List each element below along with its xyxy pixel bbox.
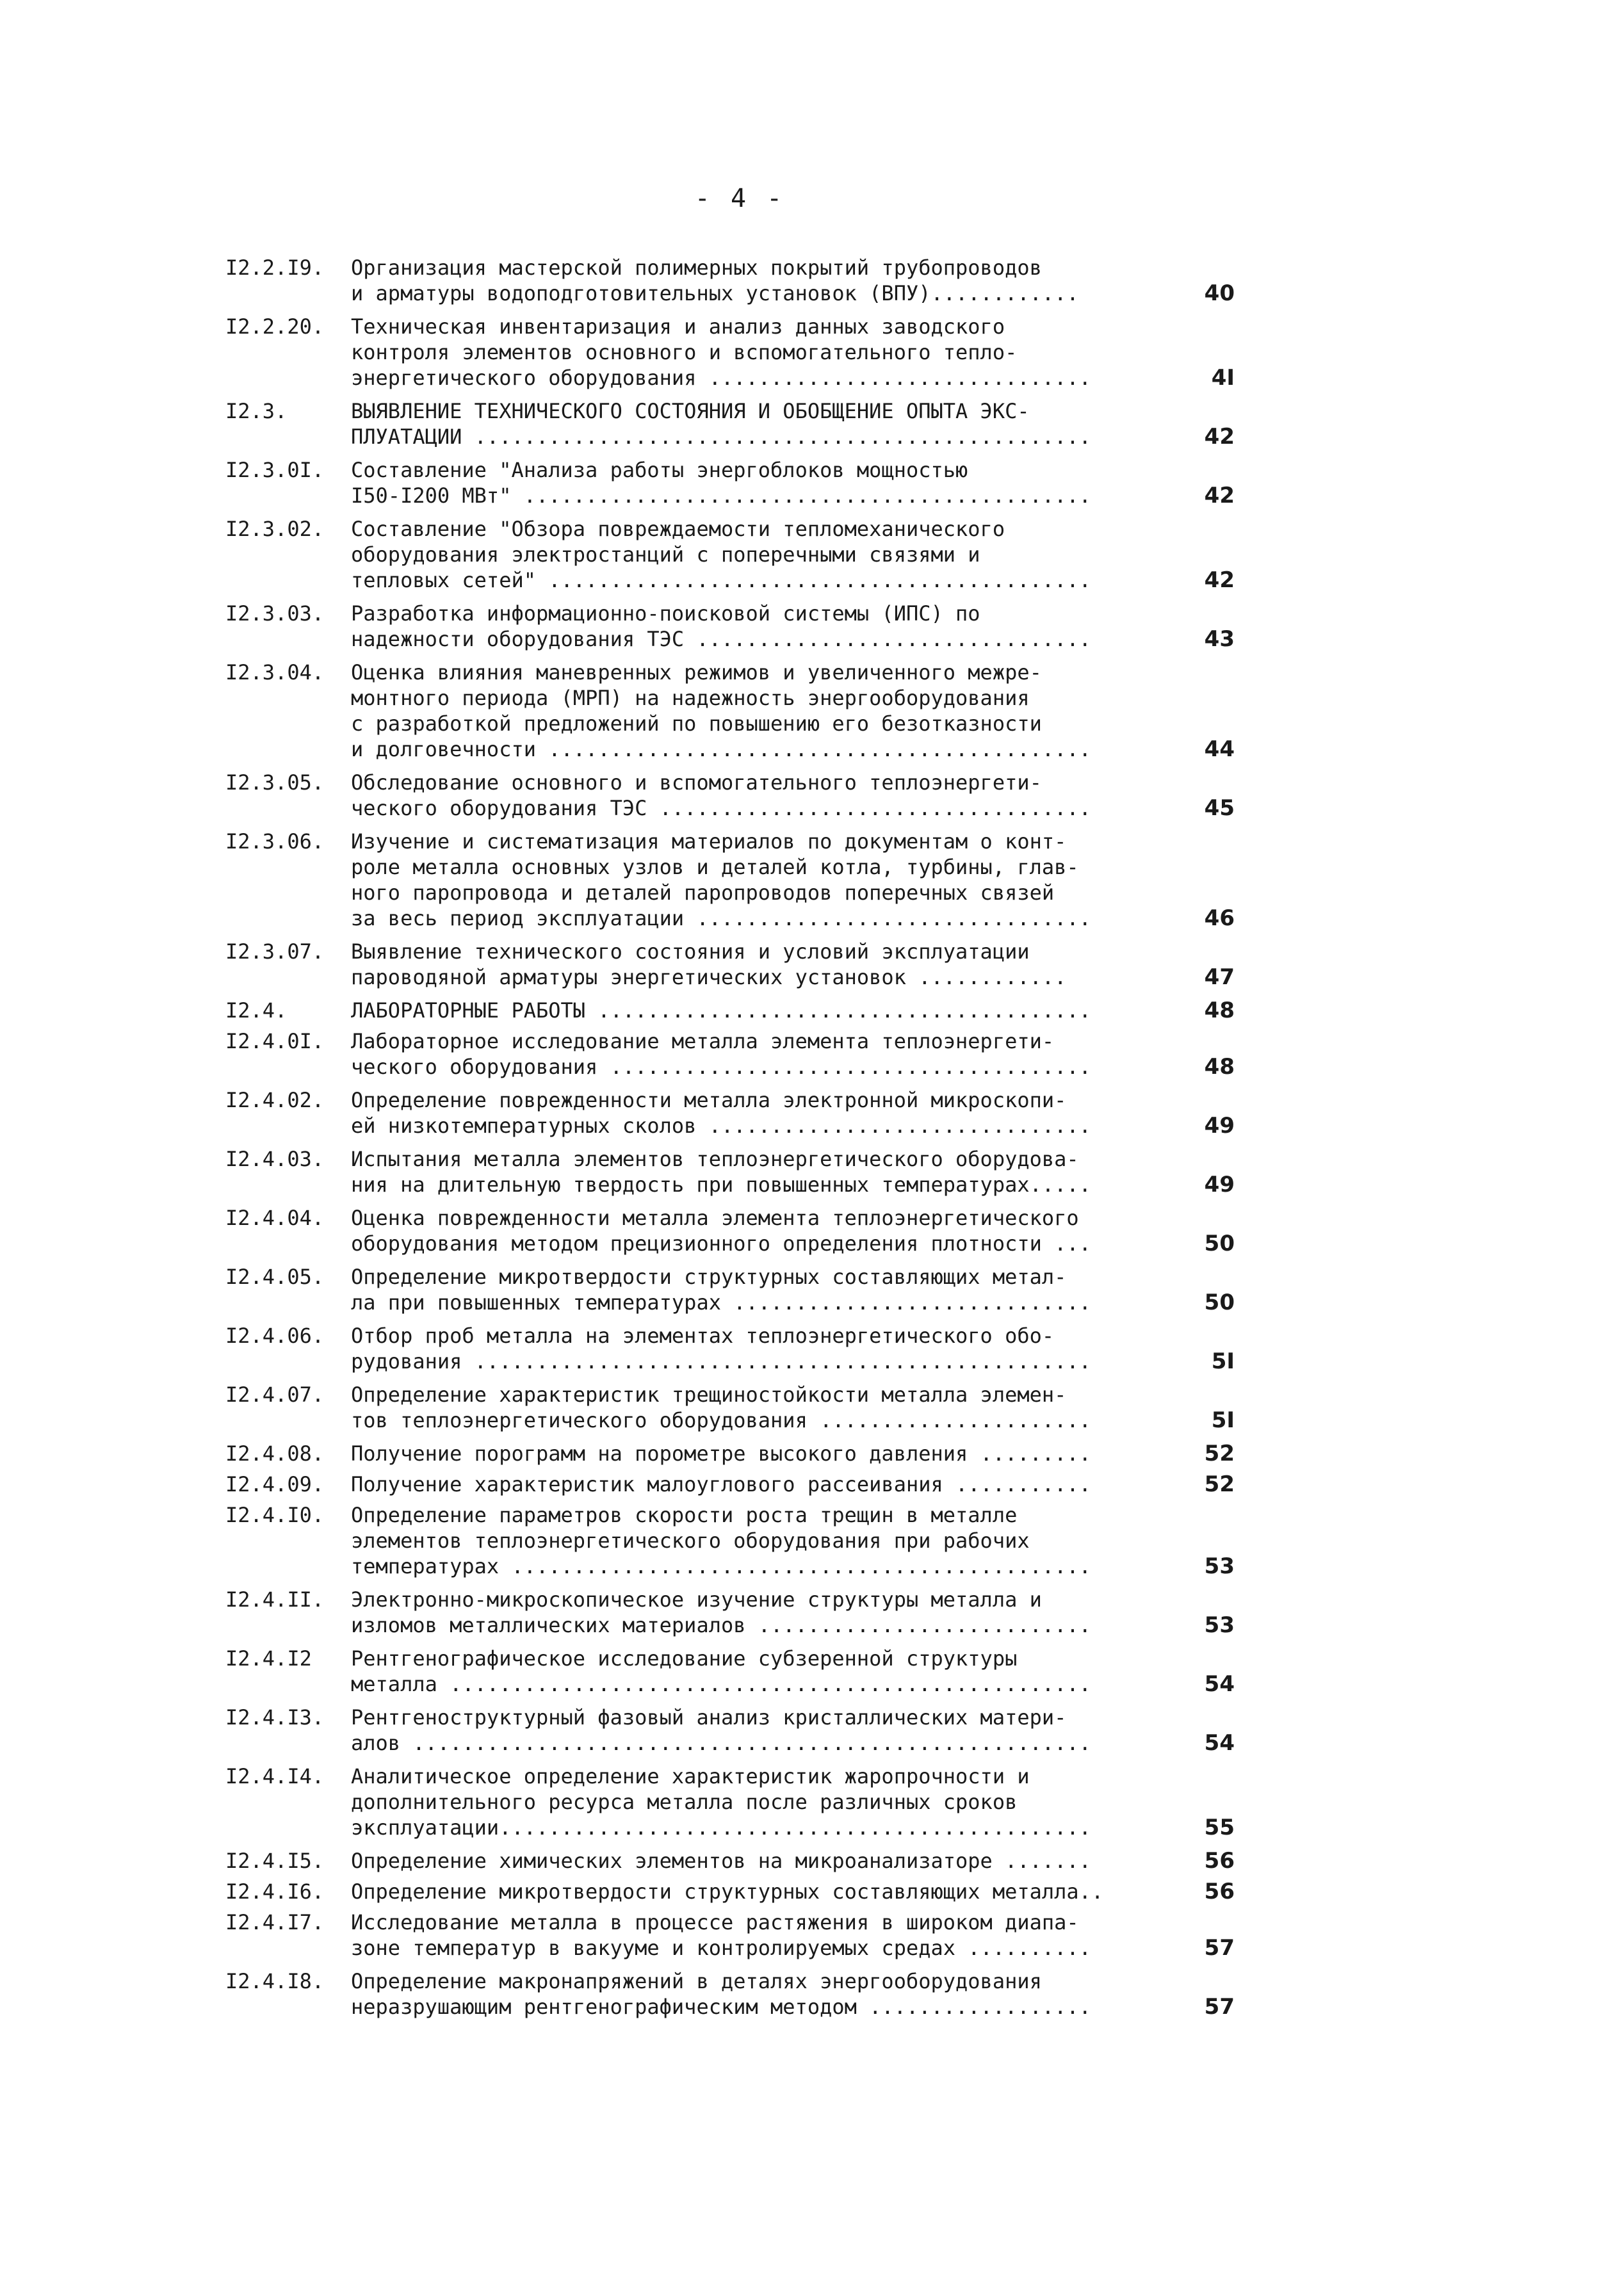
entry-title: Испытания металла элементов теплоэнергетического оборудова- ния на длительную твердость при повышенных температурах.....: [351, 1147, 1091, 1197]
entry-page: 54: [1204, 1671, 1235, 1697]
entry-page: 57: [1204, 1935, 1235, 1961]
entry-page: 54: [1204, 1730, 1235, 1756]
entry-number: I2.3.05.: [225, 770, 325, 795]
toc-entry: [225, 770, 1244, 821]
section-number: I2.3.: [225, 399, 288, 423]
entry-page: 45: [1204, 795, 1235, 821]
toc-entry: [225, 1382, 1244, 1433]
entry-title: Лабораторное исследование металла элемента теплоэнергети- ческого оборудования .......................................: [351, 1029, 1091, 1079]
entry-number: I2.3.0I.: [225, 458, 325, 482]
section-number: I2.4.: [225, 998, 288, 1023]
entry-title: Оценка влияния маневренных режимов и увеличенного межре- монтного периода (МРП) на надежность энергооборудования с разработкой предложений по повышению его безотказности и долговечности ............................................: [351, 660, 1091, 761]
entry-title: Определение макронапряжений в деталях энергооборудования неразрушающим рентгенографическим методом ..................: [351, 1969, 1091, 2019]
entry-title: Получение характеристик малоуглового рассеивания ...........: [351, 1472, 1091, 1496]
toc-entry: [225, 1968, 1244, 2020]
entry-page: 48: [1204, 1054, 1235, 1080]
entry-title: Выявление технического состояния и условий эксплуатации пароводяной арматуры энергетических установок ............: [351, 939, 1067, 989]
entry-number: I2.3.07.: [225, 939, 325, 964]
toc-entry: [225, 516, 1244, 593]
entry-title: Электронно-микроскопическое изучение структуры металла и изломов металлических материалов ...........................: [351, 1587, 1091, 1637]
entry-number: I2.3.02.: [225, 517, 325, 541]
entry-title: Разработка информационно-поисковой системы (ИПС) по надежности оборудования ТЭС ................................: [351, 601, 1091, 651]
entry-page: 47: [1204, 964, 1235, 990]
entry-number: I2.4.II.: [225, 1587, 325, 1612]
toc-entry: [225, 1848, 1244, 1874]
entry-number: I2.3.03.: [225, 601, 325, 626]
entry-page: 56: [1204, 1848, 1235, 1874]
entry-number: I2.2.20.: [225, 314, 325, 339]
entry-number: I2.4.06.: [225, 1324, 325, 1348]
section-title: ВЫЯВЛЕНИЕ ТЕХНИЧЕСКОГО СОСТОЯНИЯ И ОБОБЩЕНИЕ ОПЫТА ЭКС- ПЛУАТАЦИИ ..................................................: [351, 399, 1091, 449]
toc-entry: [225, 660, 1244, 762]
entry-number: I2.4.I4.: [225, 1764, 325, 1788]
entry-title: Организация мастерской полимерных покрытий трубопроводов и арматуры водоподготовительных установок (ВПУ)............: [351, 255, 1079, 305]
table-of-contents: [225, 255, 1244, 2027]
entry-number: I2.4.I5.: [225, 1849, 325, 1873]
toc-entry: [225, 1879, 1244, 1904]
toc-entry: [225, 829, 1244, 931]
entry-page: 40: [1204, 280, 1235, 306]
entry-page: 56: [1204, 1879, 1235, 1904]
toc-entry: [225, 1471, 1244, 1497]
entry-page: 50: [1204, 1290, 1235, 1315]
toc-entry: [225, 1587, 1244, 1638]
entry-title: Определение характеристик трещиностойкости металла элемен- тов теплоэнергетического оборудования ......................: [351, 1382, 1091, 1432]
entry-page: 48: [1204, 998, 1235, 1023]
toc-entry: [225, 1441, 1244, 1466]
entry-title: Рентгенографическое исследование субзеренной структуры металла ....................................................: [351, 1646, 1091, 1696]
entry-number: I2.4.0I.: [225, 1029, 325, 1053]
entry-page: 4I: [1211, 365, 1235, 391]
entry-page: 42: [1204, 483, 1235, 508]
entry-number: I2.4.I7.: [225, 1910, 325, 1934]
toc-entry: [225, 255, 1244, 306]
entry-number: I2.4.03.: [225, 1147, 325, 1171]
entry-title: Составление "Анализа работы энергоблоков мощностью I50-I200 МВт" ..............................................: [351, 458, 1091, 508]
toc-entry: [225, 1763, 1244, 1840]
entry-number: I2.2.I9.: [225, 255, 325, 280]
entry-title: Составление "Обзора повреждаемости тепломеханического оборудования электростанций с поперечными связями и тепловых сетей" ............................................: [351, 517, 1091, 592]
entry-number: I2.4.I2: [225, 1646, 312, 1671]
entry-number: I2.4.07.: [225, 1382, 325, 1407]
toc-entry: [225, 1087, 1244, 1139]
entry-title: Исследование металла в процессе растяжения в широком диапа- зоне температур в вакууме и контролируемых средах ..........: [351, 1910, 1091, 1960]
entry-number: I2.4.I8.: [225, 1969, 325, 1993]
toc-entry: [225, 601, 1244, 652]
section-title: ЛАБОРАТОРНЫЕ РАБОТЫ ........................................: [351, 998, 1091, 1023]
entry-title: Определение химических элементов на микроанализаторе .......: [351, 1849, 1091, 1873]
entry-page: 57: [1204, 1994, 1235, 2020]
entry-title: Отбор проб металла на элементах теплоэнергетического обо- рудования ..................................................: [351, 1324, 1091, 1374]
entry-number: I2.4.02.: [225, 1088, 325, 1112]
entry-page: 5I: [1211, 1407, 1235, 1433]
toc-entry: [225, 1323, 1244, 1374]
entry-number: I2.4.I6.: [225, 1879, 325, 1904]
entry-page: 55: [1204, 1815, 1235, 1840]
entry-page: 42: [1204, 424, 1235, 450]
entry-number: I2.4.08.: [225, 1441, 325, 1466]
entry-page: 53: [1204, 1553, 1235, 1579]
toc-entry: [225, 1264, 1244, 1315]
page-number: - 4 -: [694, 184, 785, 213]
entry-page: 42: [1204, 567, 1235, 593]
entry-title: Обследование основного и вспомогательного теплоэнергети- ческого оборудования ТЭС ...................................: [351, 770, 1091, 820]
toc-entry: [225, 1646, 1244, 1697]
entry-page: 5I: [1211, 1349, 1235, 1374]
entry-title: Определение параметров скорости роста трещин в металле элементов теплоэнергетического оборудования при рабочих температурах ...............................................: [351, 1503, 1091, 1578]
toc-entry: [225, 1028, 1244, 1080]
entry-number: I2.3.04.: [225, 660, 325, 685]
entry-number: I2.3.06.: [225, 829, 325, 854]
toc-section-heading: [225, 398, 1244, 450]
entry-page: 53: [1204, 1612, 1235, 1638]
entry-title: Аналитическое определение характеристик жаропрочности и дополнительного ресурса металла после различных сроков эксплуатации................................................: [351, 1764, 1091, 1840]
entry-title: Рентгеноструктурный фазовый анализ кристаллических матери- алов .......................................................: [351, 1705, 1091, 1755]
entry-number: I2.4.04.: [225, 1206, 325, 1230]
entry-title: Определение микротвердости структурных составляющих метал- ла при повышенных температурах .............................: [351, 1265, 1091, 1315]
toc-entry: [225, 1705, 1244, 1756]
entry-title: Техническая инвентаризация и анализ данных заводского контроля элементов основного и вспомогательного тепло- энергетического оборудования ...............................: [351, 314, 1091, 390]
entry-page: 44: [1204, 736, 1235, 762]
entry-page: 46: [1204, 905, 1235, 931]
toc-entry: [225, 939, 1244, 990]
entry-page: 52: [1204, 1441, 1235, 1466]
toc-entry: [225, 1909, 1244, 1961]
toc-section-heading: [225, 998, 1244, 1023]
entry-title: Оценка поврежденности металла элемента теплоэнергетического оборудования методом прецизионного определения плотности ...: [351, 1206, 1091, 1256]
toc-entry: [225, 1205, 1244, 1256]
entry-page: 43: [1204, 626, 1235, 652]
entry-page: 50: [1204, 1231, 1235, 1256]
entry-title: Изучение и систематизация материалов по документам о конт- роле металла основных узлов и деталей котла, турбины, глав- ного паропровода и деталей паропроводов поперечных связей за весь период эксплуатации ................................: [351, 829, 1091, 930]
toc-entry: [225, 457, 1244, 508]
entry-title: Определение поврежденности металла электронной микроскопи- ей низкотемпературных сколов ...............................: [351, 1088, 1091, 1138]
entry-number: I2.4.05.: [225, 1265, 325, 1289]
entry-number: I2.4.I3.: [225, 1705, 325, 1730]
entry-title: Получение порограмм на порометре высокого давления .........: [351, 1441, 1091, 1466]
entry-page: 49: [1204, 1113, 1235, 1139]
toc-entry: [225, 1146, 1244, 1197]
entry-title: Определение микротвердости структурных составляющих металла..: [351, 1879, 1104, 1904]
toc-entry: [225, 1502, 1244, 1579]
entry-number: I2.4.09.: [225, 1472, 325, 1496]
entry-page: 52: [1204, 1471, 1235, 1497]
toc-entry: [225, 314, 1244, 391]
entry-number: I2.4.I0.: [225, 1503, 325, 1527]
entry-page: 49: [1204, 1172, 1235, 1197]
